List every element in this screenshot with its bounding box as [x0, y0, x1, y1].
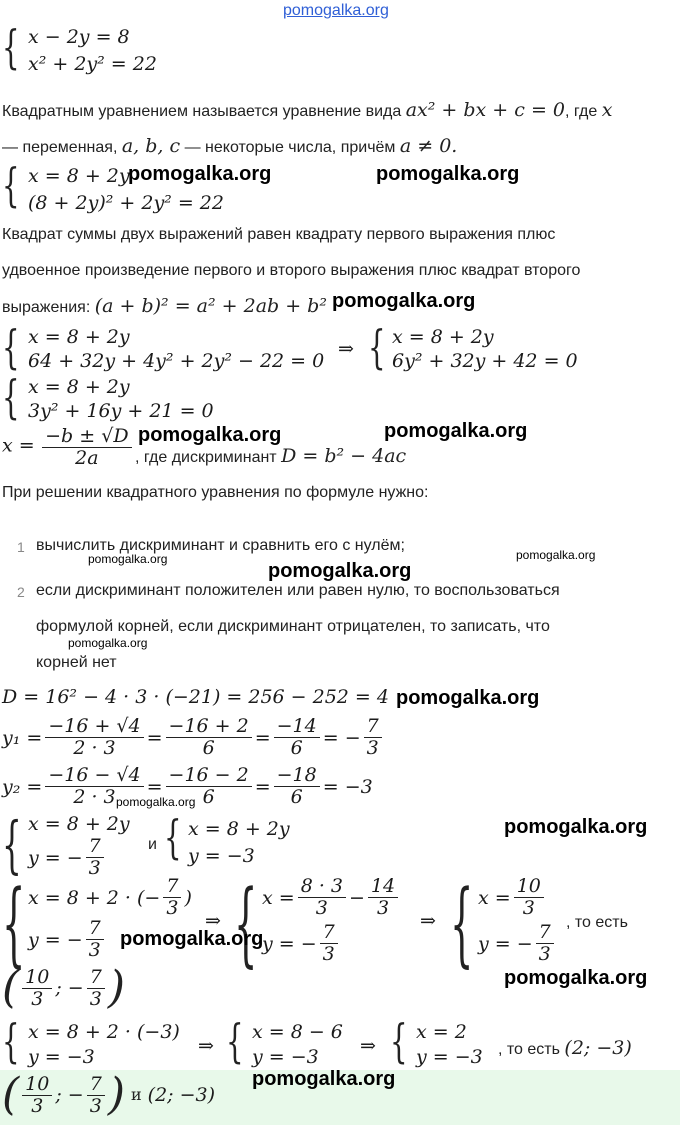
system-brace: { [368, 320, 386, 374]
algorithm-intro: При решении квадратного уравнения по формуле нужно: [2, 484, 429, 501]
roots-formula [2, 426, 135, 469]
formula-tail: = − [322, 726, 361, 749]
equation: x = 8 + 2y [28, 376, 130, 398]
equation [28, 918, 107, 961]
and-word: и [148, 836, 157, 853]
that-is-text: , то есть [566, 914, 628, 931]
definition-part: , где [565, 103, 598, 120]
watermark: pomogalka.org [120, 928, 264, 950]
fraction-numerator: −16 + 2 [166, 716, 252, 738]
formula-lhs: y₁ = [2, 726, 43, 749]
fraction-denominator: 3 [31, 1094, 44, 1117]
formula-lhs: x = [478, 886, 511, 909]
formula-lhs: y = − [28, 928, 83, 951]
formula-lhs: y = − [28, 846, 83, 869]
solution-pair: (2; −3) [147, 1084, 216, 1106]
watermark: pomogalka.org [332, 290, 476, 312]
equation: x = 8 + 2y [28, 165, 130, 187]
watermark: pomogalka.org [128, 163, 272, 185]
fraction-denominator: 2 · 3 [73, 786, 116, 808]
definition-text: удвоенное произведение первого и второго выражения плюс квадрат второго [2, 262, 581, 279]
equation: y = −3 [416, 1046, 483, 1068]
implies-arrow: ⇒ [420, 910, 436, 932]
fraction-numerator: 7 [536, 922, 554, 944]
and-word: и [131, 1085, 142, 1104]
fraction [298, 876, 346, 919]
fraction [364, 716, 382, 759]
equation: x = 8 + 2y [392, 326, 494, 348]
fraction-numerator: 7 [364, 716, 382, 738]
implies-arrow: ⇒ [360, 1035, 376, 1057]
equals-sign: = [254, 775, 271, 798]
solution-pair: (2; −3) [564, 1037, 632, 1059]
fraction-denominator: 3 [366, 737, 379, 759]
equation: y = −3 [252, 1046, 319, 1068]
formula: (a + b)² = a² + 2ab + b² [94, 295, 327, 317]
formula-lhs: y₂ = [2, 775, 43, 798]
that-is-label: , то есть [498, 1041, 560, 1058]
system-brace: { [234, 870, 258, 977]
fraction [22, 967, 52, 1010]
fraction-denominator: 6 [290, 786, 303, 808]
formula-lhs: x = 8 + 2 · (− [28, 886, 161, 909]
definition-text [2, 99, 612, 121]
paren-open: ( [2, 962, 20, 1013]
y1-calc [2, 716, 385, 759]
fraction [86, 836, 104, 879]
equation [28, 836, 107, 879]
equals-sign: = [254, 726, 271, 749]
fraction-numerator: 7 [86, 918, 104, 940]
equation: y = −3 [188, 845, 255, 867]
formula-lhs: y = − [262, 932, 317, 955]
definition-part: — переменная, [2, 139, 118, 156]
system-brace: { [2, 870, 26, 977]
watermark: pomogalka.org [516, 548, 596, 562]
fraction-numerator: 10 [22, 967, 52, 989]
fraction-denominator: 3 [322, 943, 335, 965]
definition-text [135, 445, 406, 467]
fraction-numerator: −16 + √4 [45, 716, 143, 738]
paren-open: ( [2, 1069, 20, 1120]
equation [478, 922, 557, 965]
equation: x = 8 + 2y [28, 326, 130, 348]
fraction-numerator: −b ± √D [42, 426, 131, 448]
equation: x = 8 − 6 [252, 1021, 343, 1043]
fraction-denominator: 2a [75, 447, 99, 469]
system-brace: { [390, 1014, 408, 1068]
list-item: вычислить дискриминант и сравнить его с нулём; [36, 537, 405, 554]
fraction-numerator: 14 [368, 876, 398, 898]
fraction [86, 918, 104, 961]
watermark: pomogalka.org [88, 552, 168, 566]
minus-sign: − [348, 886, 365, 909]
fraction [42, 426, 131, 469]
fraction-numerator: 7 [87, 967, 105, 989]
equals-sign: = [146, 726, 163, 749]
equation [478, 876, 547, 919]
fraction [536, 922, 554, 965]
fraction [274, 765, 320, 808]
equation: x = 8 + 2 · (−3) [28, 1021, 180, 1043]
fraction-denominator: 6 [202, 737, 215, 759]
system-brace: { [2, 808, 22, 881]
system-brace: { [2, 20, 20, 74]
equation: x² + 2y² = 22 [28, 53, 157, 75]
fraction-denominator: 3 [31, 987, 44, 1010]
formula: ax² + bx + c = 0 [405, 99, 565, 121]
fraction-numerator: −14 [274, 716, 320, 738]
paren-close: ) [107, 1069, 125, 1120]
equals-sign: = [146, 775, 163, 798]
list-item: если дискриминант положителен или равен нулю, то воспользоваться [36, 582, 560, 599]
list-number: 1 [17, 539, 25, 555]
paren-close: ) [107, 962, 125, 1013]
equation: x = 8 + 2y [28, 813, 130, 835]
fraction-denominator: 3 [538, 943, 551, 965]
watermark: pomogalka.org [376, 163, 520, 185]
fraction-denominator: 3 [89, 1094, 102, 1117]
formula-lhs: x = [2, 434, 35, 457]
fraction [368, 876, 398, 919]
fraction-numerator: 10 [514, 876, 544, 898]
list-number: 2 [17, 584, 25, 600]
list-item: формулой корней, если дискриминант отрицателен, то записать, что [36, 618, 550, 635]
fraction [320, 922, 338, 965]
system-brace: { [2, 320, 20, 374]
formula-tail: ) [184, 886, 192, 909]
formula: D = b² − 4ac [281, 445, 407, 467]
equation [262, 922, 341, 965]
equation [262, 876, 401, 919]
system-brace: { [450, 870, 474, 977]
fraction-numerator: 7 [320, 922, 338, 944]
definition-text [2, 135, 457, 157]
system-brace: { [164, 810, 182, 864]
fraction [514, 876, 544, 919]
watermark: pomogalka.org [116, 795, 196, 809]
formula-tail: = −3 [322, 775, 373, 798]
separator: ; − [55, 1084, 84, 1106]
formula: a, b, c [121, 135, 181, 157]
definition-text [2, 295, 327, 317]
fraction [87, 967, 105, 1010]
formula-lhs: x = [262, 886, 295, 909]
that-is-text [498, 1037, 632, 1059]
equation [28, 876, 192, 919]
definition-part: — некоторые числа, причём [184, 139, 396, 156]
equation: x = 2 [416, 1021, 467, 1043]
fraction-numerator: 8 · 3 [298, 876, 346, 898]
fraction-denominator: 3 [522, 897, 535, 919]
site-header-link[interactable]: pomogalka.org [283, 2, 389, 19]
equation: x − 2y = 8 [28, 26, 130, 48]
watermark: pomogalka.org [384, 420, 528, 442]
equation: x = 8 + 2y [188, 818, 290, 840]
watermark: pomogalka.org [252, 1068, 396, 1090]
watermark: pomogalka.org [268, 560, 412, 582]
fraction-denominator: 6 [290, 737, 303, 759]
fraction-numerator: 7 [163, 876, 181, 898]
fraction-denominator: 3 [88, 939, 101, 961]
fraction-numerator: 10 [22, 1074, 52, 1096]
formula: a ≠ 0. [399, 135, 458, 157]
separator: ; − [55, 977, 84, 999]
watermark: pomogalka.org [396, 687, 540, 709]
equation: 64 + 32y + 4y² + 2y² − 22 = 0 [28, 350, 325, 372]
implies-arrow: ⇒ [205, 910, 221, 932]
implies-arrow: ⇒ [198, 1035, 214, 1057]
definition-part: Квадратным уравнением называется уравнение вида [2, 103, 402, 120]
fraction-numerator: −18 [274, 765, 320, 787]
definition-part: выражения: [2, 299, 91, 316]
watermark: pomogalka.org [504, 967, 648, 989]
system-brace: { [2, 370, 20, 424]
fraction [163, 876, 181, 919]
list-item: корней нет [36, 654, 117, 671]
fraction-numerator: −16 − 2 [166, 765, 252, 787]
discriminant-calc: D = 16² − 4 · 3 · (−21) = 256 − 252 = 4 [2, 686, 389, 708]
equation: y = −3 [28, 1046, 95, 1068]
fraction [22, 1074, 52, 1117]
equation: 6y² + 32y + 42 = 0 [392, 350, 578, 372]
system-brace: { [2, 158, 20, 212]
watermark: pomogalka.org [68, 636, 148, 650]
system-brace: { [2, 1014, 20, 1068]
formula-lhs: y = − [478, 932, 533, 955]
fraction-denominator: 2 · 3 [73, 737, 116, 759]
fraction-denominator: 3 [89, 987, 102, 1010]
variable: x [601, 99, 613, 121]
definition-text: Квадрат суммы двух выражений равен квадрату первого выражения плюс [2, 226, 556, 243]
watermark: pomogalka.org [138, 424, 282, 446]
fraction-denominator: 3 [376, 897, 390, 919]
fraction [45, 716, 143, 759]
fraction-denominator: 3 [166, 897, 179, 919]
equation: (8 + 2y)² + 2y² = 22 [28, 192, 224, 214]
fraction-numerator: 7 [86, 836, 104, 858]
watermark: pomogalka.org [504, 816, 648, 838]
fraction-denominator: 3 [88, 857, 101, 879]
solution-pair [2, 962, 125, 1013]
fraction-denominator: 6 [202, 786, 215, 808]
equation: 3y² + 16y + 21 = 0 [28, 400, 214, 422]
fraction-denominator: 3 [315, 897, 328, 919]
fraction [274, 716, 320, 759]
answer [2, 1069, 216, 1120]
fraction-numerator: 7 [87, 1074, 105, 1096]
implies-arrow: ⇒ [338, 338, 354, 360]
system-brace: { [226, 1014, 244, 1068]
fraction [87, 1074, 105, 1117]
definition-part: , где дискриминант [135, 449, 277, 466]
fraction-numerator: −16 − √4 [45, 765, 143, 787]
fraction [166, 716, 252, 759]
